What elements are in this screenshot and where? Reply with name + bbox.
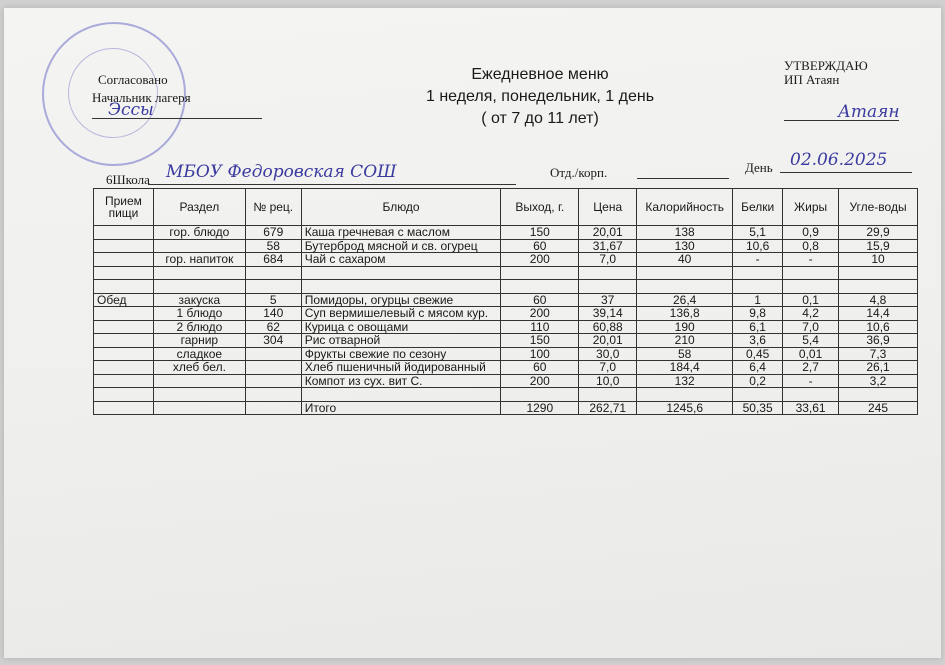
cell-recipe: 5 [245, 293, 301, 307]
cell-price: 7,0 [579, 361, 637, 375]
cell-yield [501, 266, 579, 280]
school-line [148, 184, 516, 185]
col-carbs: Угле-воды [839, 189, 918, 226]
cell-calories: 184,4 [637, 361, 733, 375]
col-yield: Выход, г. [501, 189, 579, 226]
cell-carbs [839, 388, 918, 402]
cell-calories: 190 [637, 320, 733, 334]
table-row [94, 401, 918, 415]
cell-fat: 0,01 [783, 347, 839, 361]
cell-carbs: 3,2 [839, 374, 918, 388]
cell-fat: 7,0 [783, 320, 839, 334]
cell-calories [637, 388, 733, 402]
cell-dish: Каша гречневая с маслом [301, 226, 501, 240]
cell-fat: 5,4 [783, 334, 839, 348]
page-age-range: ( от 7 до 11 лет) [481, 110, 599, 127]
col-fat: Жиры [783, 189, 839, 226]
cell-dish: Фрукты свежие по сезону [301, 347, 501, 361]
cell-meal [94, 347, 154, 361]
cell-carbs: 29,9 [839, 226, 918, 240]
page-title: Ежедневное меню [471, 66, 609, 83]
cell-meal [94, 253, 154, 267]
table-row [94, 293, 918, 307]
cell-carbs: 4,8 [839, 293, 918, 307]
table-row [94, 266, 918, 280]
cell-price [579, 280, 637, 294]
table-row [94, 388, 918, 402]
cell-meal [94, 239, 154, 253]
cell-price: 37 [579, 293, 637, 307]
cell-calories: 136,8 [637, 307, 733, 321]
cell-price: 39,14 [579, 307, 637, 321]
cell-meal [94, 320, 154, 334]
cell-fat [783, 388, 839, 402]
cell-dish: Хлеб пшеничный йодированный [301, 361, 501, 375]
col-dish: Блюдо [301, 189, 501, 226]
col-meal: Прием пищи [94, 189, 154, 226]
cell-yield [501, 280, 579, 294]
col-section: Раздел [153, 189, 245, 226]
cell-meal [94, 307, 154, 321]
cell-yield: 110 [501, 320, 579, 334]
cell-protein: 0,2 [733, 374, 783, 388]
cell-calories: 132 [637, 374, 733, 388]
cell-calories: 210 [637, 334, 733, 348]
cell-protein: 9,8 [733, 307, 783, 321]
table-header-row [94, 189, 918, 226]
cell-carbs [839, 266, 918, 280]
agreed-signature-line [92, 118, 262, 119]
table-row [94, 374, 918, 388]
cell-section: гор. блюдо [153, 226, 245, 240]
cell-section [153, 388, 245, 402]
cell-calories: 58 [637, 347, 733, 361]
approved-label: УТВЕРЖДАЮ [784, 58, 868, 73]
cell-recipe: 62 [245, 320, 301, 334]
cell-yield: 150 [501, 334, 579, 348]
cell-meal [94, 334, 154, 348]
approved-by: ИП Атаян [784, 72, 840, 87]
cell-price: 20,01 [579, 226, 637, 240]
cell-section: гарнир [153, 334, 245, 348]
cell-dish: Курица с овощами [301, 320, 501, 334]
col-recipe: № рец. [245, 189, 301, 226]
cell-meal [94, 226, 154, 240]
cell-recipe [245, 347, 301, 361]
cell-fat: 2,7 [783, 361, 839, 375]
school-name: МБОУ Федоровская СОШ [166, 162, 397, 182]
cell-calories: 26,4 [637, 293, 733, 307]
cell-price [579, 266, 637, 280]
cell-section: хлеб бел. [153, 361, 245, 375]
cell-protein: 6,1 [733, 320, 783, 334]
cell-fat: - [783, 374, 839, 388]
cell-dish [301, 388, 501, 402]
cell-protein [733, 266, 783, 280]
cell-protein: 5,1 [733, 226, 783, 240]
cell-yield: 60 [501, 361, 579, 375]
col-price: Цена [579, 189, 637, 226]
cell-price: 30,0 [579, 347, 637, 361]
cell-fat: 0,9 [783, 226, 839, 240]
table-row [94, 347, 918, 361]
cell-carbs: 15,9 [839, 239, 918, 253]
cell-fat: 4,2 [783, 307, 839, 321]
cell-section: 1 блюдо [153, 307, 245, 321]
day-label: День [745, 160, 773, 175]
cell-section [153, 280, 245, 294]
cell-protein: 10,6 [733, 239, 783, 253]
cell-section [153, 374, 245, 388]
cell-calories: 138 [637, 226, 733, 240]
cell-carbs: 14,4 [839, 307, 918, 321]
cell-protein: - [733, 253, 783, 267]
cell-section [153, 239, 245, 253]
cell-protein: 6,4 [733, 361, 783, 375]
cell-dish: Помидоры, огурцы свежие [301, 293, 501, 307]
cell-recipe: 679 [245, 226, 301, 240]
cell-carbs: 36,9 [839, 334, 918, 348]
cell-recipe [245, 388, 301, 402]
cell-price: 31,67 [579, 239, 637, 253]
cell-price: 262,71 [579, 401, 637, 415]
cell-carbs: 10,6 [839, 320, 918, 334]
cell-yield: 200 [501, 253, 579, 267]
cell-meal [94, 280, 154, 294]
cell-price: 10,0 [579, 374, 637, 388]
cell-carbs: 26,1 [839, 361, 918, 375]
col-calories: Калорийность [637, 189, 733, 226]
cell-section: 2 блюдо [153, 320, 245, 334]
cell-protein: 3,6 [733, 334, 783, 348]
cell-protein [733, 280, 783, 294]
cell-dish [301, 280, 501, 294]
cell-carbs: 245 [839, 401, 918, 415]
cell-recipe: 684 [245, 253, 301, 267]
cell-section [153, 266, 245, 280]
agreed-label: Согласовано [98, 72, 168, 87]
cell-yield: 60 [501, 293, 579, 307]
cell-section: гор. напиток [153, 253, 245, 267]
cell-calories: 40 [637, 253, 733, 267]
cell-yield: 150 [501, 226, 579, 240]
cell-fat: 0,1 [783, 293, 839, 307]
cell-fat: - [783, 253, 839, 267]
table-row [94, 280, 918, 294]
cell-yield: 60 [501, 239, 579, 253]
cell-price [579, 388, 637, 402]
cell-protein: 50,35 [733, 401, 783, 415]
cell-dish: Компот из сух. вит С. [301, 374, 501, 388]
agreed-position: Начальник лагеря [92, 90, 191, 105]
cell-dish: Итого [301, 401, 501, 415]
day-value: 02.06.2025 [790, 150, 888, 170]
cell-carbs: 7,3 [839, 347, 918, 361]
cell-dish [301, 266, 501, 280]
cell-fat [783, 280, 839, 294]
cell-yield [501, 388, 579, 402]
cell-protein: 1 [733, 293, 783, 307]
cell-section: сладкое [153, 347, 245, 361]
cell-protein [733, 388, 783, 402]
cell-yield: 200 [501, 374, 579, 388]
cell-section: закуска [153, 293, 245, 307]
cell-calories [637, 266, 733, 280]
cell-carbs: 10 [839, 253, 918, 267]
table-row [94, 334, 918, 348]
col-protein: Белки [733, 189, 783, 226]
cell-yield: 1290 [501, 401, 579, 415]
approved-signature: Атаян [838, 102, 900, 122]
cell-meal [94, 374, 154, 388]
cell-calories: 130 [637, 239, 733, 253]
table-row [94, 307, 918, 321]
cell-recipe [245, 280, 301, 294]
cell-meal [94, 361, 154, 375]
cell-fat [783, 266, 839, 280]
cell-recipe: 140 [245, 307, 301, 321]
menu-table [93, 188, 918, 415]
cell-dish: Бутерброд мясной и св. огурец [301, 239, 501, 253]
day-line [780, 172, 912, 173]
cell-carbs [839, 280, 918, 294]
cell-meal [94, 401, 154, 415]
cell-recipe [245, 374, 301, 388]
cell-price: 20,01 [579, 334, 637, 348]
dept-line [637, 178, 729, 179]
cell-dish: Рис отварной [301, 334, 501, 348]
agreed-signature: Эссы [108, 100, 154, 120]
cell-fat: 0,8 [783, 239, 839, 253]
cell-calories: 1245,6 [637, 401, 733, 415]
cell-recipe [245, 266, 301, 280]
cell-price: 60,88 [579, 320, 637, 334]
cell-recipe: 58 [245, 239, 301, 253]
cell-recipe: 304 [245, 334, 301, 348]
table-row [94, 320, 918, 334]
table-row [94, 361, 918, 375]
cell-meal [94, 388, 154, 402]
school-label: 6Школа [106, 172, 150, 187]
cell-yield: 200 [501, 307, 579, 321]
cell-protein: 0,45 [733, 347, 783, 361]
table-row [94, 226, 918, 240]
cell-dish: Чай с сахаром [301, 253, 501, 267]
cell-meal: Обед [94, 293, 154, 307]
page-subtitle: 1 неделя, понедельник, 1 день [425, 88, 655, 105]
cell-dish: Суп вермишелевый с мясом кур. [301, 307, 501, 321]
cell-recipe [245, 401, 301, 415]
cell-price: 7,0 [579, 253, 637, 267]
cell-fat: 33,61 [783, 401, 839, 415]
cell-section [153, 401, 245, 415]
approved-signature-line [784, 120, 899, 121]
cell-meal [94, 266, 154, 280]
table-row [94, 239, 918, 253]
dept-label: Отд./корп. [550, 165, 608, 180]
table-row [94, 253, 918, 267]
cell-yield: 100 [501, 347, 579, 361]
cell-calories [637, 280, 733, 294]
cell-recipe [245, 361, 301, 375]
